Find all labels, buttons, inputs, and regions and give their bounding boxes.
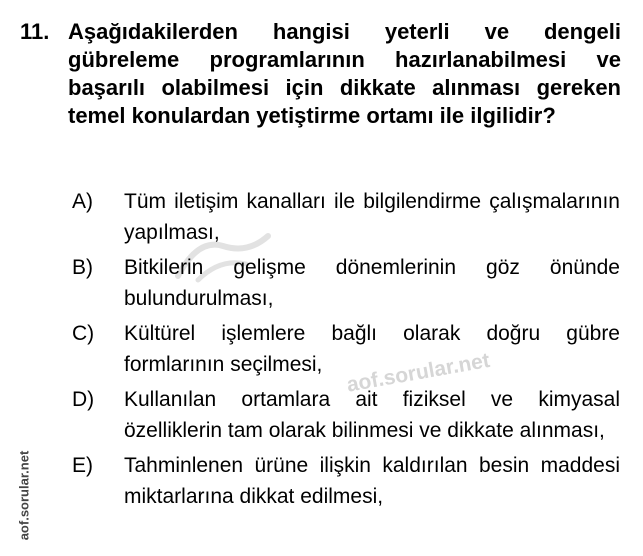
option-text: Kültürel işlemlere bağlı olarak doğru gübre formlarının seçilmesi, — [124, 322, 620, 376]
question-number: 11. — [20, 19, 50, 44]
option-a[interactable] — [72, 186, 622, 248]
option-letter: D) — [72, 388, 95, 411]
option-text: Tahminlenen ürüne ilişkin kaldırılan besin maddesi miktarlarına dikkat edilmesi, — [124, 454, 620, 508]
option-text: Bitkilerin gelişme dönemlerinin göz önünde bulundurulması, — [124, 256, 620, 310]
option-letter: C) — [72, 322, 95, 345]
option-letter: A) — [72, 190, 93, 213]
question-text: Aşağıdakilerden hangisi yeterli ve dengeli gübreleme programlarının hazırlanabilmesi ve başarılı olabilmesi için dikkate alınması gereken temel konulardan yetiştirme ortamı ile ilgilidir? — [68, 19, 621, 128]
side-watermark: aof.sorular.net — [16, 450, 32, 541]
option-letter: E) — [72, 454, 93, 477]
watermark-text: aof.sorular.net — [345, 348, 492, 397]
option-e[interactable] — [72, 450, 622, 512]
option-d[interactable] — [72, 384, 622, 446]
option-text: Tüm iletişim kanalları ile bilgilendirme çalışmalarının yapılması, — [124, 190, 620, 244]
option-c[interactable] — [72, 318, 622, 380]
option-letter: B) — [72, 256, 93, 279]
answer-options — [72, 186, 622, 516]
option-b[interactable] — [72, 252, 622, 314]
option-text: Kullanılan ortamlara ait fiziksel ve kimyasal özelliklerin tam olarak bilinmesi ve dikkate alınması, — [124, 388, 620, 442]
